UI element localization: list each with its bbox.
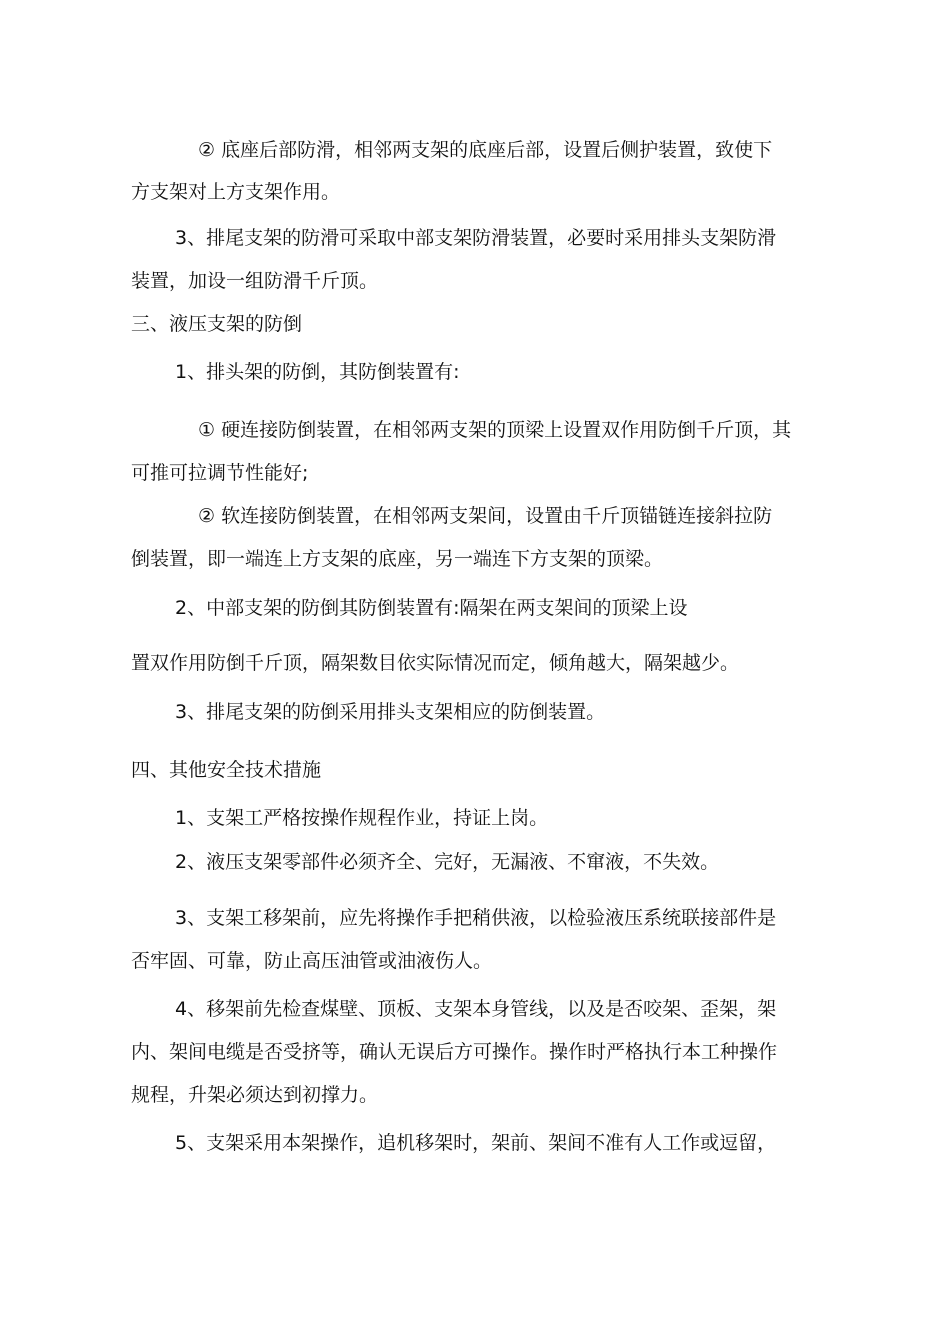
paragraph-line: 倒装置，即一端连上方支架的底座，另一端连下方支架的顶梁。: [131, 548, 664, 570]
paragraph-line: ① 硬连接防倒装置，在相邻两支架的顶梁上设置双作用防倒千斤顶，其: [198, 419, 792, 441]
paragraph-line: ② 软连接防倒装置，在相邻两支架间，设置由千斤顶锚链连接斜拉防: [198, 505, 773, 527]
paragraph-line: 置双作用防倒千斤顶，隔架数目依实际情况而定，倾角越大，隔架越少。: [131, 652, 740, 674]
section-heading: 四、其他安全技术措施: [131, 759, 322, 781]
paragraph-line: 1、排头架的防倒，其防倒装置有:: [175, 361, 460, 383]
paragraph-line: 3、排尾支架的防倒采用排头支架相应的防倒装置。: [175, 701, 606, 723]
paragraph-line: ② 底座后部防滑，相邻两支架的底座后部，设置后侧护装置，致使下: [198, 139, 773, 161]
paragraph-line: 3、排尾支架的防滑可采取中部支架防滑装置，必要时采用排头支架防滑: [175, 227, 777, 249]
paragraph-line: 内、架间电缆是否受挤等，确认无误后方可操作。操作时严格执行本工种操作: [131, 1041, 778, 1063]
paragraph-line: 2、液压支架零部件必须齐全、完好，无漏液、不窜液，不失效。: [175, 851, 720, 873]
paragraph-line: 装置，加设一组防滑千斤顶。: [131, 270, 379, 292]
paragraph-line: 2、中部支架的防倒其防倒装置有:隔架在两支架间的顶梁上设: [175, 597, 688, 619]
paragraph-line: 1、支架工严格按操作规程作业，持证上岗。: [175, 807, 549, 829]
paragraph-line: 否牢固、可靠，防止高压油管或油液伤人。: [131, 950, 493, 972]
section-heading: 三、液压支架的防倒: [131, 313, 303, 335]
paragraph-line: 5、支架采用本架操作，追机移架时，架前、架间不准有人工作或逗留，: [175, 1132, 777, 1154]
paragraph-line: 3、支架工移架前，应先将操作手把稍供液，以检验液压系统联接部件是: [175, 907, 777, 929]
paragraph-line: 4、移架前先检查煤壁、顶板、支架本身管线，以及是否咬架、歪架，架: [175, 998, 777, 1020]
paragraph-line: 方支架对上方支架作用。: [131, 181, 341, 203]
paragraph-line: 可推可拉调节性能好;: [131, 462, 309, 484]
paragraph-line: 规程，升架必须达到初撑力。: [131, 1084, 379, 1106]
